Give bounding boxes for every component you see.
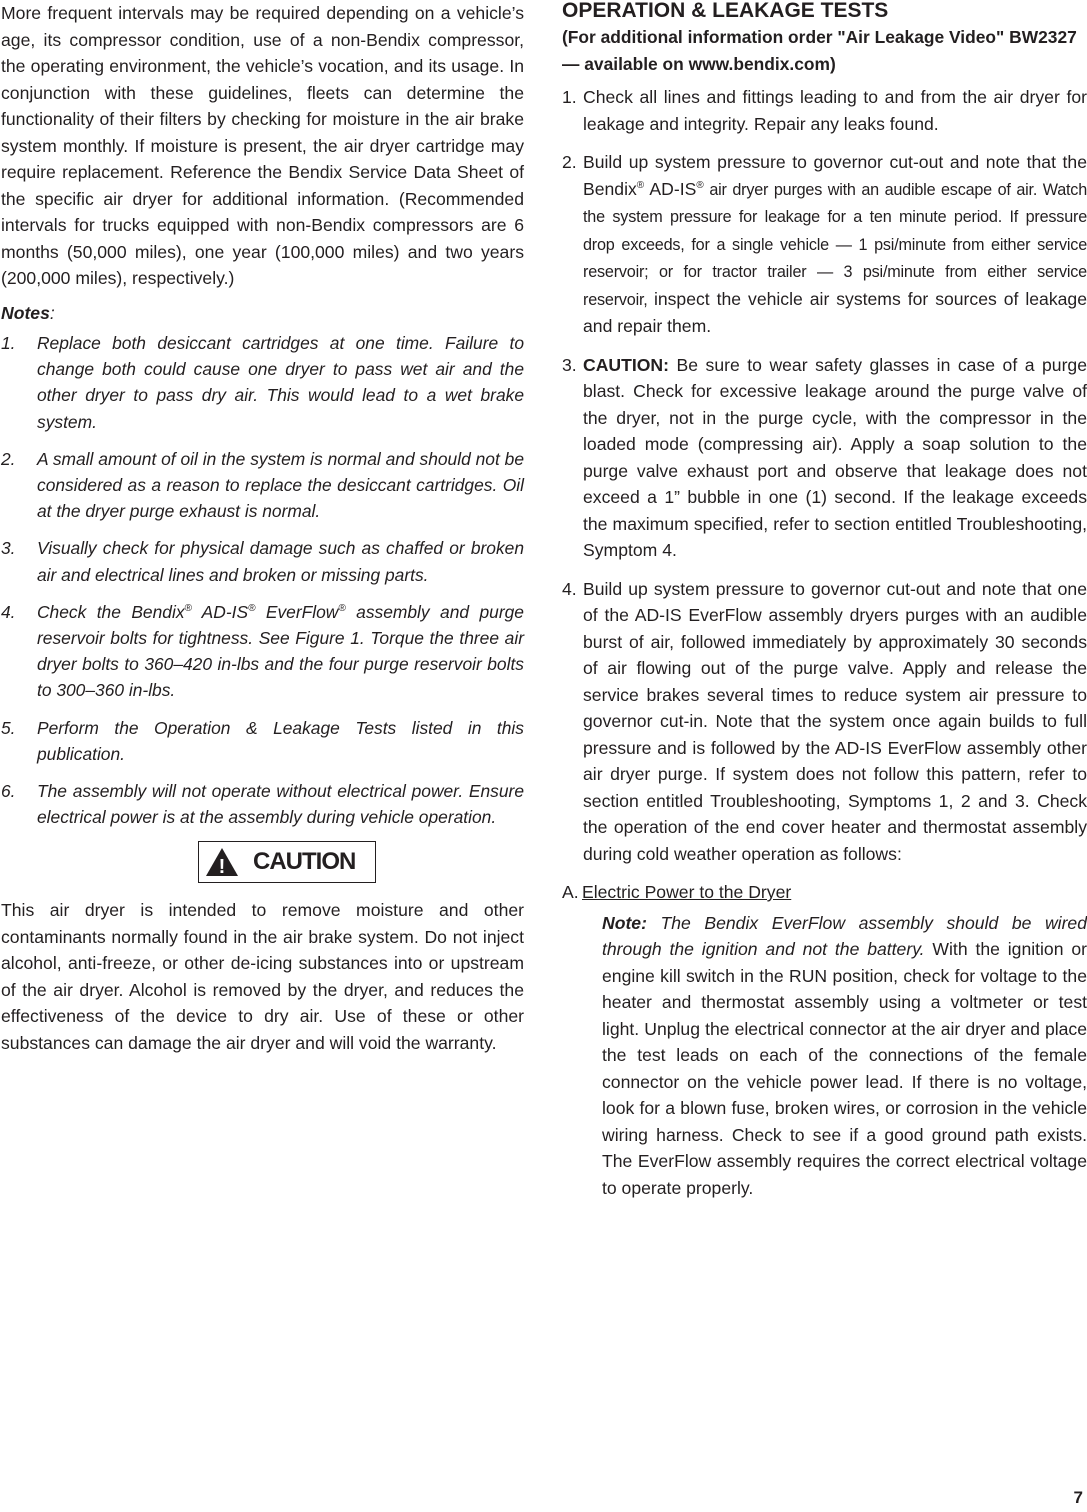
test-step: 1. Check all lines and fittings leading to and from the air dryer for leakage and integrity. Repair any leaks found. [562, 87, 1087, 134]
warning-exclamation-mark: ! [218, 856, 226, 878]
left-column [1, 0, 524, 1056]
step-caution-label: CAUTION: [583, 354, 670, 375]
test-step: 3. CAUTION: Be sure to wear safety glasses in case of a purge blast. Check for excessive leakage around the purge valve of the dryer, not in the purge cycle, with the compressor in the loaded mode (compressing air). Apply a soap solution to the purge valve exhaust port and observe that leakage does not exceed a 1” bubble in one (1) second. If the leakage exceeds the maximum specified, refer to section entitled Troubleshooting, Symptom 4. [562, 354, 1087, 560]
note-item: 6. The assembly will not operate without electrical power. Ensure electrical power is at the assembly during vehicle operation. [1, 781, 524, 828]
warning-triangle-icon [205, 847, 239, 877]
test-steps-list [562, 84, 1087, 867]
notes-heading: Notes: [1, 302, 55, 323]
test-step: 4. Build up system pressure to governor cut-out and note that one of the AD-IS EverFlow assembly dryers purges with an audible burst of air, followed immediately by approximately 30 seconds of air flowing out of the purge valve. Apply and release the service brakes several times to reduce system air pressure to governor cut-in. Note that the system once again builds to full pressure and is followed by the AD-IS EverFlow assembly other air dryer purge. If system does not follow this pattern, refer to section entitled Troubleshooting, Symptoms 1, 2 and 3. Check the operation of the end cover heater and thermostat assembly during cold weather operation as follows: [562, 578, 1087, 864]
note-item: 4. Check the Bendix® AD-IS® EverFlow® assembly and purge reservoir bolts for tightness. See Figure 1. Torque the three air dryer bolts to 360–420 in-lbs and the four purge reservoir bolts to 300–360 in-lbs. [1, 601, 524, 701]
intro-paragraph: More frequent intervals may be required depending on a vehicle’s age, its compressor condition, use of a non-Bendix compressor, the operating environment, the vehicle’s vocation, and its usage. In conjunction with these guidelines, fleets can determine the functionality of their filters by checking for moisture in the air brake system monthly. If moisture is present, the air dryer cartridge may require replacement. Reference the Bendix Service Data Sheet of the specific air dryer for additional information. (Recommended intervals for trucks equipped with non-Bendix compressors are 6 months (50,000 miles), one year (100,000 miles) and two years (200,000 miles), respectively.) [1, 3, 524, 288]
section-heading: OPERATION & LEAKAGE TESTS [562, 0, 889, 22]
notes-list [1, 330, 524, 830]
test-step: 2. Build up system pressure to governor cut-out and note that the Bendix® AD-IS® air dryer purges with an audible escape of air. Watch the system pressure for leakage for a ten minute period. If pressure drop exceeds, for a single vehicle — 1 psi/minute from either service reservoir; or for tractor trailer — 3 psi/minute from either service reservoir, inspect the vehicle air systems for sources of leakage and repair them. [562, 152, 1087, 336]
caution-label: CAUTION [253, 848, 356, 876]
substep-a-body: Note: The Bendix EverFlow assembly should be wired through the ignition and not the battery. With the ignition or engine kill switch in the RUN position, check for voltage to the heater and thermostat assembly using a voltmeter or test light. Unplug the electrical connector at the air dryer and place the test leads on each of the connections of the female connector on the vehicle power lead. If there is no voltage, look for a blown fuse, broken wires, or corrosion in the vehicle wiring harness. Check to see if a good ground path exists. The EverFlow assembly requires the correct electrical voltage to operate properly. [602, 912, 1087, 1198]
note-item: 5. Perform the Operation & Leakage Tests listed in this publication. [1, 717, 524, 764]
right-column [562, 0, 1087, 1201]
page-number: 7 [1073, 1488, 1083, 1507]
note-item: 2. A small amount of oil in the system is normal and should not be considered as a reason to replace the desiccant cartridges. Oil at the dryer purge exhaust is normal. [1, 448, 524, 522]
substep-a-heading: A. Electric Power to the Dryer [562, 882, 792, 902]
caution-paragraph: This air dryer is intended to remove moisture and other contaminants normally found in the air brake system. Do not inject alcohol, anti-freeze, or other de-icing substances into or upstream of the air dryer. Alcohol is removed by the dryer, and reduces the effectiveness of the device to dry air. Use of these or other substances can damage the air dryer and will void the warranty. [1, 900, 524, 1053]
caution-box [198, 841, 376, 883]
caution-banner [50, 841, 524, 883]
note-item: 1. Replace both desiccant cartridges at one time. Failure to change both could cause one dryer to pass wet air and the other dryer to pass dry air. This would lead to a wet brake system. [1, 333, 524, 432]
note-item: 3. Visually check for physical damage such as chaffed or broken air and electrical lines and broken or missing parts. [1, 538, 524, 585]
section-subheading: (For additional information order "Air Leakage Video" BW2327 — available on www.bendix.com) [562, 27, 1077, 74]
